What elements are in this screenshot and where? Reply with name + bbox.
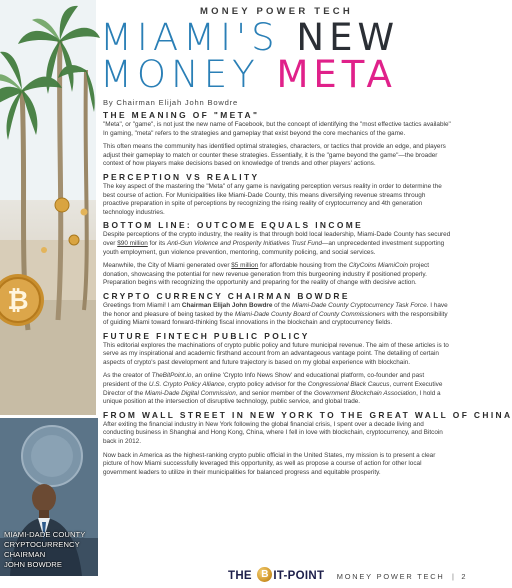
svg-text:₿: ₿ bbox=[7, 286, 29, 316]
section-heading: CRYPTO CURRENCY CHAIRMAN BOWDRE bbox=[103, 290, 350, 301]
paragraph: The key aspect of the mastering the "Meta" of any game is navigating perception versus reality in order to determine the best course of action. For Municipalities like Miami-Dade County, this means diversifying revenue streams through proactive preparation in spite of perceptions by recognizing the rising reality of cryptocurrency and 4th generation technology industries. bbox=[103, 182, 442, 216]
text-run: U.S. Crypto Policy Alliance bbox=[148, 381, 225, 389]
bitpoint-coin-icon: B bbox=[257, 567, 272, 582]
byline: By Chairman Elijah John Bowdre bbox=[103, 98, 239, 107]
caption-line: MIAMI-DADE COUNTY bbox=[4, 530, 86, 539]
paragraph: This often means the community has identified optimal strategies, characters, or tactics that provide an edge, and players adjust their gameplay to match or counter these strategies. Essentially, it is the "game beyond the game"—the broader context of how players make decisions based on knowledge of trends and other players' actions. bbox=[103, 143, 446, 168]
kicker: MONEY POWER TECH bbox=[200, 6, 353, 17]
paragraph bbox=[103, 372, 452, 406]
palm-trees-coins-image bbox=[0, 0, 96, 415]
text-run: Government Blockchain Association bbox=[314, 389, 417, 397]
text-run: Miami-Dade County Cryptocurrency Task Force bbox=[291, 301, 427, 309]
page-number: 2 bbox=[461, 572, 466, 581]
title-part: META bbox=[276, 53, 397, 96]
text-run: , current Executive Director of the bbox=[103, 381, 443, 397]
text-run: CityCoins MiamiCoin bbox=[348, 262, 409, 270]
paragraph bbox=[103, 302, 452, 328]
portrait-caption bbox=[4, 530, 100, 570]
text-run: , an online 'Crypto Info News Show' and educational platform, co-founder and past president of the bbox=[103, 372, 425, 389]
caption-line: CRYPTOCURRENCY bbox=[4, 540, 80, 549]
text-run: , and senior member of the bbox=[235, 389, 314, 397]
text-run: for affordable housing from the bbox=[258, 262, 349, 270]
section-heading: FROM WALL STREET IN NEW YORK TO THE GREAT WALL OF CHINA bbox=[103, 409, 512, 420]
text-run: , crypto policy advisor for the bbox=[224, 381, 308, 389]
text-run: —an unprecedented investment supporting youth employment, gun violence prevention, mentoring, community policing, and social services. bbox=[103, 239, 445, 256]
palm-trees-illustration bbox=[0, 0, 96, 415]
footer-separator: | bbox=[452, 572, 454, 581]
text-run: Congressional Black Caucus bbox=[307, 381, 390, 389]
text-run: of the bbox=[272, 301, 292, 309]
paragraph: After exiting the financial industry in New York following the global financial crisis, I spent over a decade living and conducting business in Shanghai and Hong Kong, China, where I fell in love with blockchain, cryptocurrency, and Bitcoin back in 2012. bbox=[103, 420, 443, 446]
section-heading: BOTTOM LINE: OUTCOME EQUALS INCOME bbox=[103, 220, 364, 231]
text-run: for its bbox=[147, 239, 167, 247]
text-run: with the responsibility of guiding Miami toward forward-thinking fiscal innovations in the blockchain and cryptocurrency fields. bbox=[103, 310, 448, 327]
housing-amount-link[interactable]: $5 million bbox=[231, 262, 259, 270]
page-title-line1 bbox=[100, 18, 456, 58]
text-run: Chairman Elijah John Bowdre bbox=[181, 301, 273, 309]
logo-text: THE bbox=[228, 570, 252, 582]
caption-line: JOHN BOWDRE bbox=[4, 560, 63, 569]
title-part: MONEY bbox=[100, 53, 277, 96]
text-run: Miami-Dade County Board of County Commissioners bbox=[234, 310, 386, 318]
paragraph: Now back in America as the highest-ranking crypto public official in the United States, my mission is to present a clear picture of how Miami successfully leveraged this opportunity, as well as propose a course of action for other local government leaders to utilize in their municipalities for balanced progress and equitable prosperity. bbox=[103, 451, 436, 476]
title-part: NEW bbox=[296, 16, 400, 59]
text-run: Anti-Gun Violence and Prosperity Initiatives Trust Fund bbox=[166, 239, 322, 247]
text-run: Despite perceptions of the crypto industry, the reality is that through bold local leadership, Miami-Dade County has secured over bbox=[103, 231, 451, 247]
paragraph: "Meta", or "game", is not just the new name of Facebook, but the concept of identifying the "most effective tactics available" In gaming, "meta" refers to the strategies and gameplay that exist beyond the core mechanics of the game. bbox=[103, 121, 451, 137]
text-run: Greetings from Miami! I am bbox=[103, 301, 182, 309]
fund-amount-link[interactable]: $90 million bbox=[117, 239, 148, 247]
section-heading: PERCEPTION VS REALITY bbox=[103, 171, 260, 182]
title-part: MIAMI'S bbox=[100, 16, 297, 59]
article-body bbox=[103, 109, 512, 482]
text-run: . I have the honor and pleasure of being tasked by the bbox=[103, 301, 448, 318]
paragraph bbox=[103, 231, 452, 257]
text-run: As the creator of bbox=[103, 372, 152, 380]
page-title-line2 bbox=[100, 55, 456, 95]
logo-text: IT-POINT bbox=[273, 570, 325, 582]
page-footer bbox=[228, 566, 466, 582]
text-run: , I hold a unique position at the intersection of disruptive technology, public service, and global trade. bbox=[103, 389, 441, 406]
text-run: project donation, showcasing the potential for new revenue generation from this burgeoning industry if positioned properly. Preparation begins with recognizing the opportunity and preparing for the reality of change with decisive action. bbox=[103, 262, 429, 287]
paragraph: This editorial explores the machinations of crypto public policy and future municipal revenue. The aim of these articles is to serve as my inspirational and academic firsthand account from an advantageous vantage point. The detailing of certain aspects of crypto's past development and future trajectory is based on my global experience with blockchain. bbox=[103, 341, 449, 366]
section-heading: THE MEANING OF "META" bbox=[103, 110, 260, 120]
section-heading: FUTURE FINTECH PUBLIC POLICY bbox=[103, 330, 310, 341]
text-run: TheBitPoint.io bbox=[151, 372, 192, 380]
footer-tagline: MONEY POWER TECH bbox=[336, 572, 445, 581]
caption-line: CHAIRMAN bbox=[4, 550, 46, 559]
paragraph bbox=[103, 262, 452, 288]
text-run: Meanwhile, the City of Miami generated over bbox=[103, 262, 232, 270]
text-run: Miami-Dade Digital Commission bbox=[144, 389, 236, 397]
